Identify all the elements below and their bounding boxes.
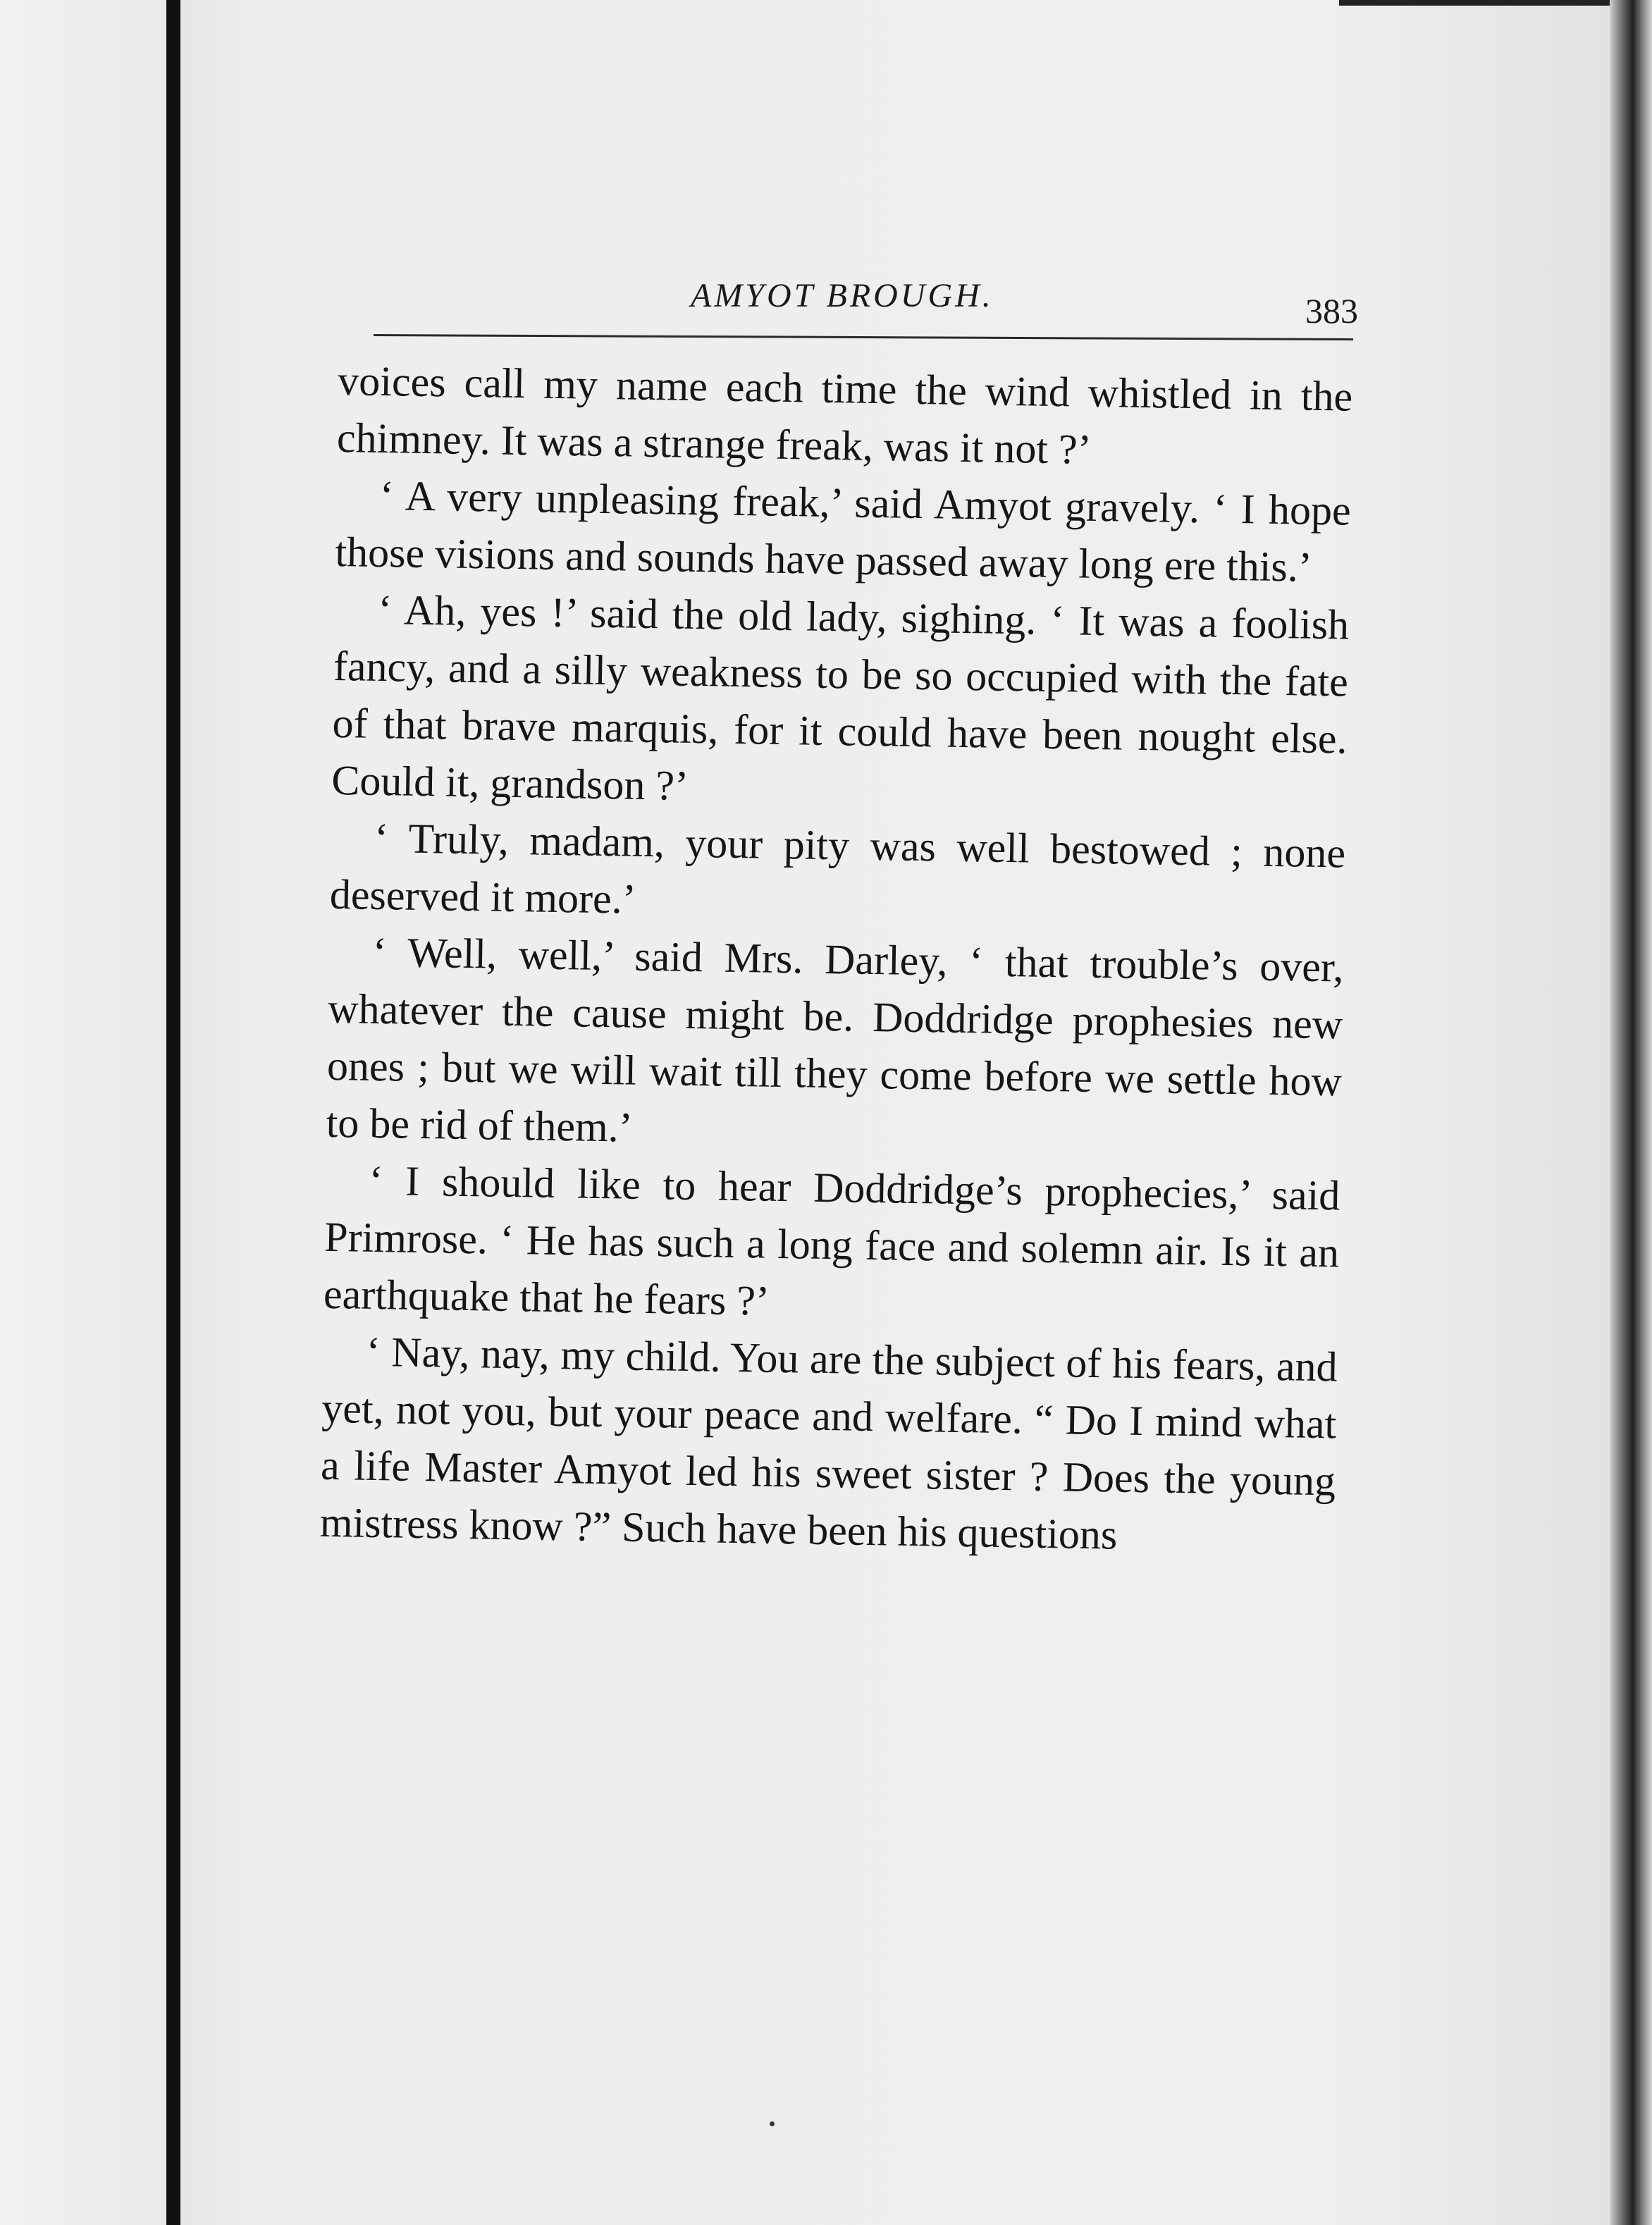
paragraph: ‘ Truly, madam, your pity was well bestowed ; none deserved it more.’ <box>329 814 1346 923</box>
page-top-edge <box>1339 0 1652 6</box>
page-right-edge <box>1610 0 1652 2225</box>
paragraph: ‘ Well, well,’ said Mrs. Darley, ‘ that trouble’s over, whatever the cause might be. Doddridge prophesies new ones ; but we will wait till they come before we settle how to be rid of them.’ <box>326 928 1344 1151</box>
running-title: AMYOT BROUGH. <box>691 277 994 314</box>
paragraph: ‘ Nay, nay, my child. You are the subject of his fears, and yet, not you, but your peace and welfare. “ Do I mind what a life Master Amyot led his sweet sister ? Does the young mistress know ?” Such have been his questions <box>319 1328 1338 1558</box>
binding-gutter-line <box>166 0 180 2225</box>
paragraph: ‘ I should like to hear Doddridge’s prophecies,’ said Primrose. ‘ He has such a long face and solemn air. Is it an earthquake that he fears ?’ <box>323 1157 1340 1324</box>
paragraph: ‘ Ah, yes !’ said the old lady, sighing. ‘ It was a foolish fancy, and a silly weakness to be so occupied with the fate of that brave marquis, for it could have been nought else. Could it, grandson ?’ <box>331 586 1350 809</box>
paragraph-continuation: voices call my name each time the wind whistled in the chimney. It was a strange freak, was it not ?’ <box>336 357 1353 473</box>
page-number: 383 <box>1305 291 1358 331</box>
paragraph: ‘ A very unpleasing freak,’ said Amyot gravely. ‘ I hope those visions and sounds have passed away long ere this.’ <box>335 471 1352 591</box>
print-speck <box>770 2121 775 2126</box>
facing-page-edge <box>0 0 166 2225</box>
body-text <box>319 352 1353 1567</box>
